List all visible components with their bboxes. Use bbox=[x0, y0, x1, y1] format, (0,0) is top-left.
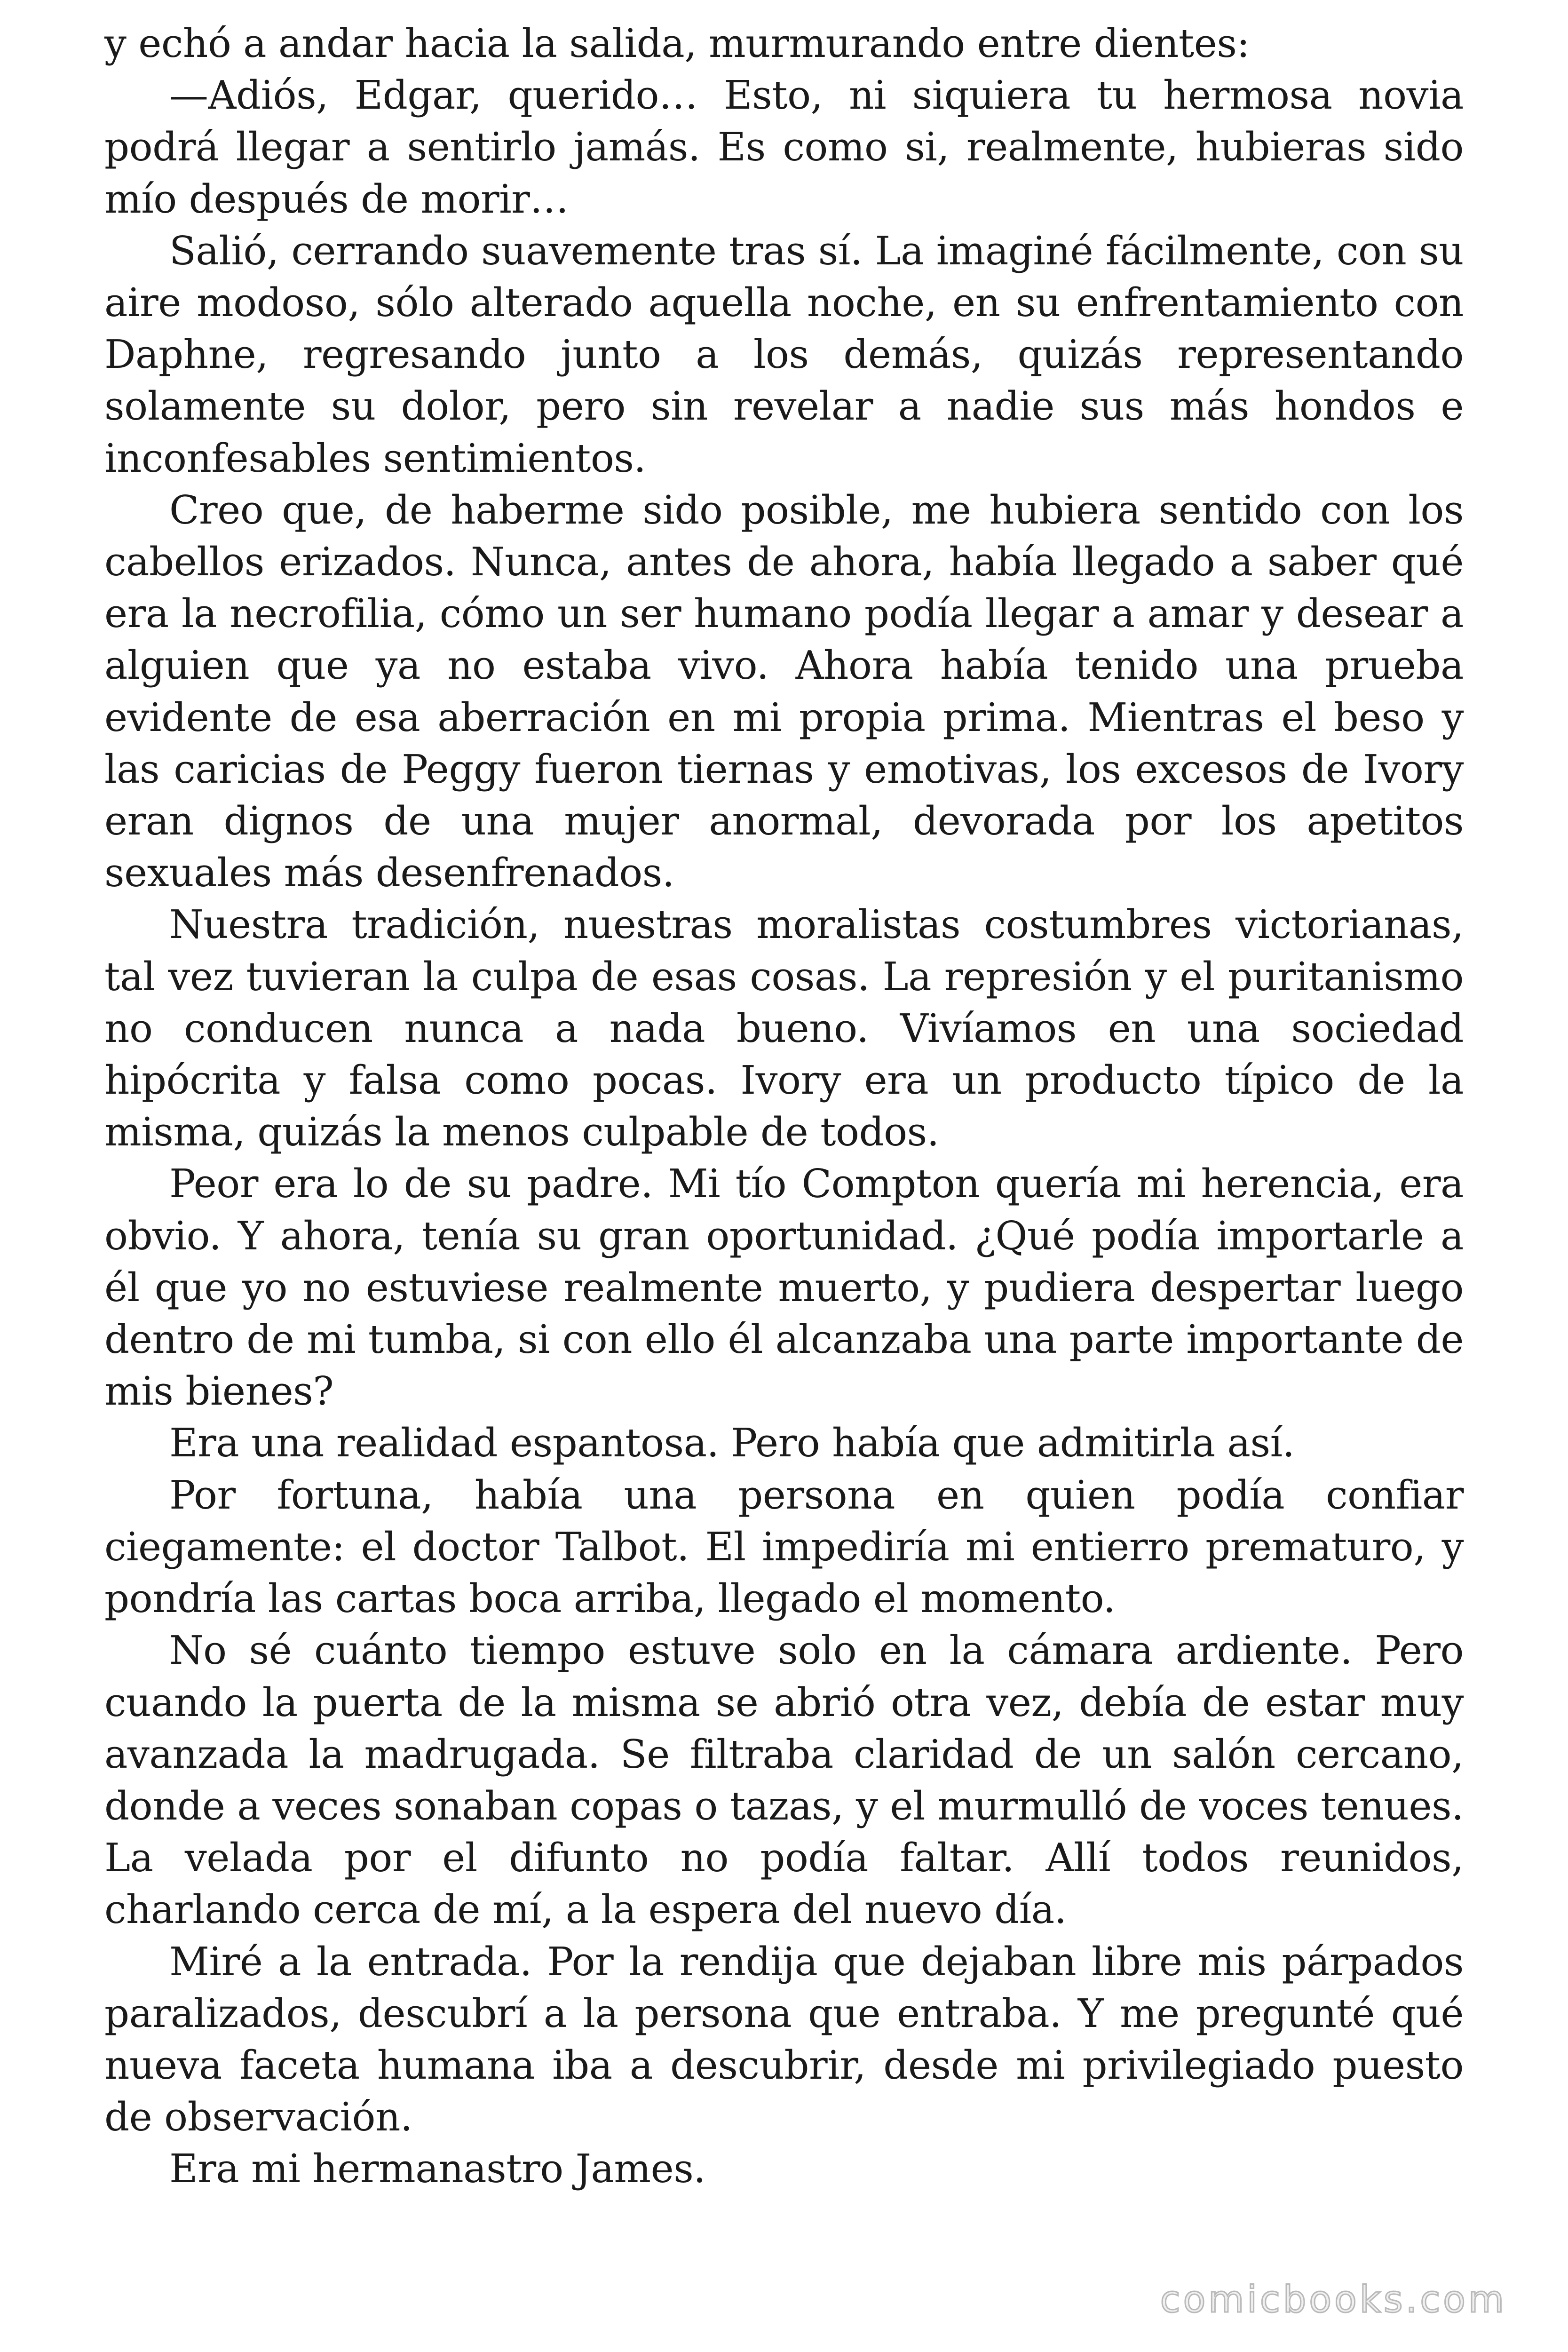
paragraph: Salió, cerrando suavemente tras sí. La imaginé fácilmente, con su aire modoso, sólo alterado aquella noche, en su enfrentamiento con Daphne, regresando junto a los demás, quizás representando solamente su dolor, pero sin revelar a nadie sus más hondos e inconfesables sentimientos. bbox=[104, 228, 1464, 481]
paragraph: No sé cuánto tiempo estuve solo en la cámara ardiente. Pero cuando la puerta de la misma se abrió otra vez, debía de estar muy avanzada la madrugada. Se filtraba claridad de un salón cercano, donde a veces sonaban copas o tazas, y el murmulló de voces tenues. La velada por el difunto no podía faltar. Allí todos reunidos, charlando cerca de mí, a la espera del nuevo día. bbox=[104, 1628, 1464, 1933]
paragraph-continuation: y echó a andar hacia la salida, murmurando entre dientes: bbox=[104, 21, 1250, 66]
paragraph: Por fortuna, había una persona en quien podía confiar ciegamente: el doctor Talbot. El impediría mi entierro prematuro, y pondría las cartas boca arriba, llegado el momento. bbox=[104, 1472, 1464, 1622]
paragraph: Peor era lo de su padre. Mi tío Compton quería mi herencia, era obvio. Y ahora, tenía su gran oportunidad. ¿Qué podía importarle a él que yo no estuviese realmente muerto, y pudiera despertar luego dentro de mi tumba, si con ello él alcanzaba una parte importante de mis bienes? bbox=[104, 1161, 1464, 1414]
site-watermark: comicbooks.com bbox=[1160, 2279, 1507, 2321]
paragraph-final: Era mi hermanastro James. bbox=[169, 2146, 706, 2192]
paragraph: Nuestra tradición, nuestras moralistas costumbres victorianas, tal vez tuvieran la culpa de esas cosas. La represión y el puritanismo no conducen nunca a nada bueno. Vivíamos en una sociedad hipócrita y falsa como pocas. Ivory era un producto típico de la misma, quizás la menos culpable de todos. bbox=[104, 902, 1464, 1155]
paragraph-dialogue: —Adiós, Edgar, querido… Esto, ni siquiera tu hermosa novia podrá llegar a sentirlo jamás. Es como si, realmente, hubieras sido mío después de morir… bbox=[104, 72, 1464, 222]
book-page-text bbox=[104, 18, 1464, 2195]
paragraph: Era una realidad espantosa. Pero había que admitirla así. bbox=[169, 1420, 1295, 1466]
paragraph: Miré a la entrada. Por la rendija que dejaban libre mis párpados paralizados, descubrí a la persona que entraba. Y me pregunté qué nueva faceta humana iba a descubrir, desde mi privilegiado puesto de observación. bbox=[104, 1939, 1464, 2140]
paragraph: Creo que, de haberme sido posible, me hubiera sentido con los cabellos erizados. Nunca, antes de ahora, había llegado a saber qué era la necrofilia, cómo un ser humano podía llegar a amar y desear a alguien que ya no estaba vivo. Ahora había tenido una prueba evidente de esa aberración en mi propia prima. Mientras el beso y las caricias de Peggy fueron tiernas y emotivas, los excesos de Ivory eran dignos de una mujer anormal, devorada por los apetitos sexuales más desenfrenados. bbox=[104, 487, 1464, 896]
